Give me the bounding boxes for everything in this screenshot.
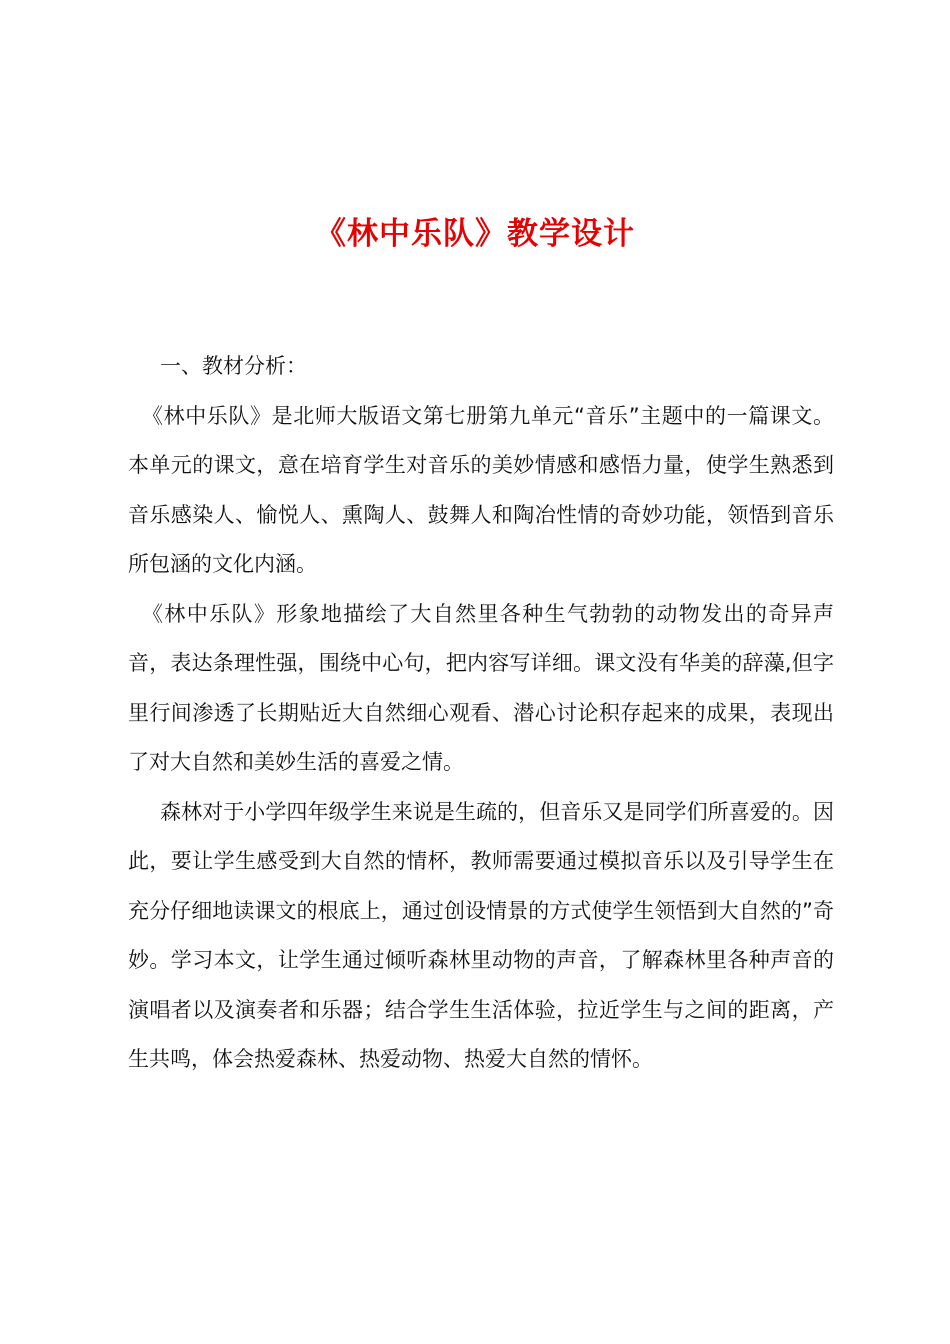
document-title: 《林中乐队》教学设计: [315, 216, 635, 252]
document-body: [128, 342, 834, 1085]
paragraph-2: 《林中乐队》形象地描绘了大自然里各种生气勃勃的动物发出的奇异声音，表达条理性强，围绕中心句，把内容写详细。课文没有华美的辞藻,但字里行间渗透了长期贴近大自然细心观看、潜心讨论积存起来的成果，表现出了对大自然和美妙生活的喜爱之情。: [128, 601, 834, 774]
paragraph-3: 森林对于小学四年级学生来说是生疏的，但音乐又是同学们所喜爱的。因此，要让学生感受到大自然的情杯，教师需要通过模拟音乐以及引导学生在充分仔细地读课文的根底上，通过创设情景的方式使学生领悟到大自然的”奇妙。学习本文，让学生通过倾听森林里动物的声音，了解森林里各种声音的演唱者以及演奏者和乐器；结合学生生活体验，拉近学生与之间的距离，产生共鸣，体会热爱森林、热爱动物、热爱大自然的情怀。: [128, 799, 834, 1071]
paragraph-1: 《林中乐队》是北师大版语文第七册第九单元“音乐”主题中的一篇课文。本单元的课文，意在培育学生对音乐的美妙情感和感悟力量，使学生熟悉到音乐感染人、愉悦人、熏陶人、鼓舞人和陶冶性情的奇妙功能，领悟到音乐所包涵的文化内涵。: [128, 403, 834, 576]
section-heading: 一、教材分析：: [160, 354, 307, 378]
